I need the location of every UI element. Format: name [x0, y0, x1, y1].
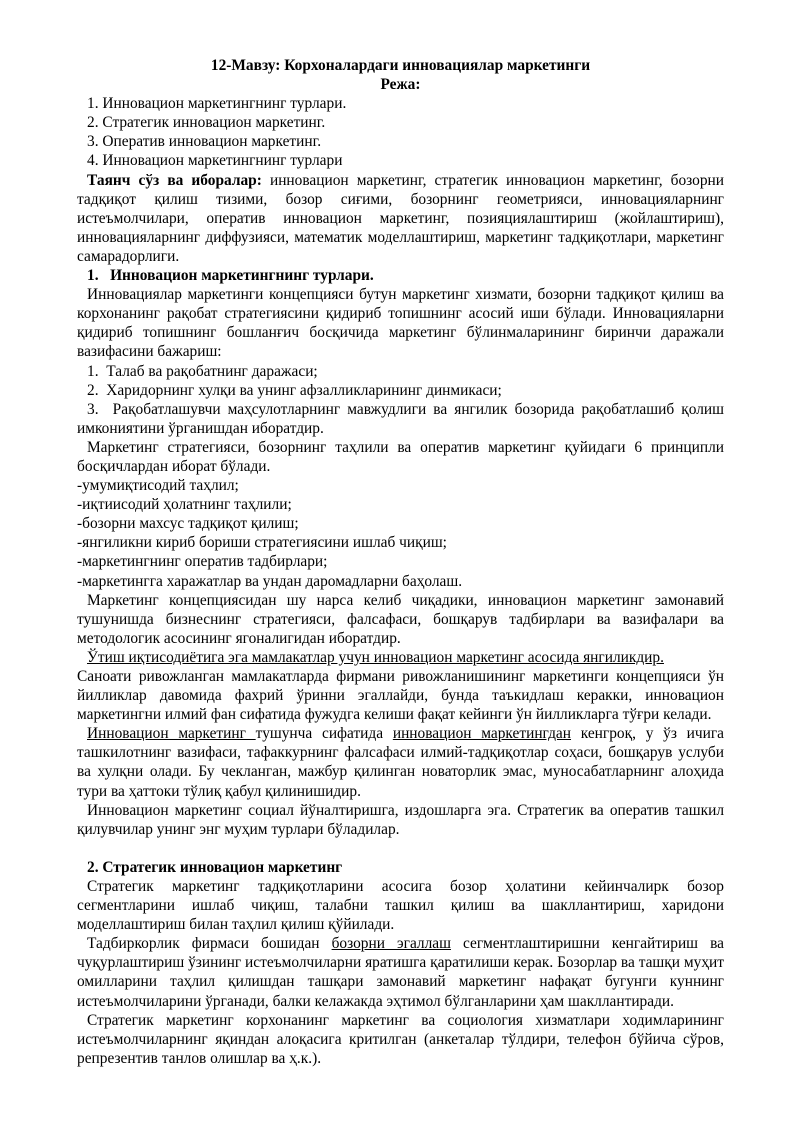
list-item: -маркетингнинг оператив тадбирлари;: [77, 553, 328, 571]
plan-list: [77, 94, 724, 170]
text-run: тушунча сифатида: [255, 725, 393, 743]
keywords-text: инновацион маркетинг, стратегик инновацион маркетинг, бозорни тадқиқот қилиш тизими, бозор сиғими, бозорнинг геометрияси, инновацияларнинг истеъмолчилари, оператив инновацион маркетинг, позияциялаштириш (жойлаштириш), инновацияларнинг диффузияси, математик моделлаштириш, маркетинг тадқиқотлари, маркетинг самарадорлиги.: [77, 171, 724, 265]
underlined-text: инновацион маркетингдан: [392, 725, 572, 743]
paragraph: Саноати ривожланган мамлакатларда фирмани ривожланишининг маркетинги концепцияси ўн йилликлар давомида фахрий ўринни эгаллайди, бунда таъкидлаш керакки, инновацион маркетингни илмий фан сифатида фужудга келиши фақат кейинги ўн йилликларга тўғри келади.: [77, 668, 724, 724]
plan-item: 1. Инновацион маркетингнинг турлари.: [87, 95, 347, 113]
list-item: -янгиликни кириб бориши стратегиясини ишлаб чиқиш;: [77, 534, 447, 552]
list-item: 3. Рақобатлашувчи маҳсулотларнинг мавжудлиги ва янгилик бозорида рақобатлашиб қолиш имкониятини ўрганишдан иборатдир.: [77, 400, 724, 437]
paragraph: Стратегик маркетинг корхонанинг маркетинг ва социология хизматлари ходимларининг истеъмолчиларнинг яқиндан алоқасига критилган (анкеталар тўлдири, телефон бўйича сўров, репрезентив танлов олишлар ва ҳ.к.).: [77, 1011, 724, 1067]
plan-heading: Режа:: [380, 76, 421, 94]
list-item: 1. Талаб ва рақобатнинг даражаси;: [87, 362, 318, 380]
paragraph: [77, 648, 724, 667]
list-item: 2. Харидорнинг хулқи ва унинг афзалликларининг динмикаси;: [87, 381, 502, 399]
section1-heading: 1. Инновацион маркетингнинг турлари.: [87, 267, 374, 285]
document-title: 12-Мавзу: Корхоналардаги инновациялар маркетинги: [210, 57, 591, 74]
text-run: сегментлаштиришни кенгайтириш ва чуқурлаштириш ўзининг истеъмолчиларни яратишга қаратилиши керак. Бозорлар ва ташқи муҳит омилларини таҳлил қилишдан ташқари замонавий маркетинг нафақат бугунги куннинг истеъмолчиларини ўрганади, балки келажакда эҳтимол бўлганларини ҳам шакллантиради.: [77, 935, 724, 1010]
spacer: [77, 839, 724, 858]
list-item: -маркетингга харажатлар ва ундан даромадларни баҳолаш.: [77, 572, 463, 590]
stages-list: [77, 476, 724, 591]
keywords-label: Таянч сўз ва иборалар:: [87, 171, 262, 189]
paragraph: Инновацион маркетинг социал йўналтиришга, издошларга эга. Стратегик ва оператив ташкил қилувчилар унинг энг муҳим турлари бўладилар.: [77, 801, 724, 838]
underlined-text: Инновацион маркетинг: [87, 725, 256, 743]
list-item: -бозорни махсус тадқиқот қилиш;: [77, 515, 299, 533]
underlined-text: Ўтиш иқтисодиётига эга мамлакатлар учун инновацион маркетинг асосида янгиликдир.: [87, 648, 664, 666]
text-run: Тадбиркорлик фирмаси бошидан: [87, 935, 332, 953]
list-item: -умумиқтисодий таҳлил;: [77, 477, 239, 495]
plan-item: 4. Инновацион маркетингнинг турлари: [87, 152, 343, 170]
paragraph: [77, 724, 724, 800]
plan-item: 2. Стратегик инновацион маркетинг.: [87, 114, 326, 132]
plan-item: 3. Оператив инновацион маркетинг.: [87, 133, 322, 151]
text-run: кенгроқ, у ўз ичига ташкилотнинг вазифаси, тафаккурнинг фалсафаси илмий-тадқиқотлар соҳаси, бошқарув услуби ва хулқни олади. Бу чекланган, мажбур қилинган новаторлик эмас, муносабатларнинг алоҳида тури ва ҳаттоки тўлиқ қабул қилинишидир.: [77, 725, 724, 800]
underlined-text: бозорни эгаллаш: [331, 935, 451, 953]
paragraph: Стратегик маркетинг тадқиқотларини асосига бозор ҳолатини кейинчалирк бозор сегментларини ишлаб чиқиш, талабни ташкил қилиш ва шакллантириш, харидони моделлаштириш билан таҳлил қилиш қўйилади.: [77, 877, 724, 934]
section2-heading: 2. Стратегик инновацион маркетинг: [87, 858, 343, 876]
list-item: -иқтиисодий ҳолатнинг таҳлили;: [77, 496, 292, 514]
paragraph: Маркетинг концепциясидан шу нарса келиб чиқадики, инновацион маркетинг замонавий тушунишда бизнеснинг стратегияси, фалсафаси, бошқарув тадбирлари ва вазифалари ва методологик асосининг ягоналигидан иборатдир.: [77, 591, 724, 647]
paragraph: Инновациялар маркетинги концепцияси бутун маркетинг хизмати, бозорни тадқиқот қилиш ва корхонанинг рақобат стратегиясини қидириб топишнинг асосий иши бўлади. Инновацияларни қидириб топишнинг бошланғич босқичида маркетинг бўлинмаларининг биринчи даражали вазифасини бажариш:: [77, 286, 724, 361]
paragraph: [77, 934, 724, 1010]
keywords-paragraph: [77, 171, 724, 266]
paragraph: Маркетинг стратегияси, бозорнинг таҳлили ва оператив маркетинг қуйидаги 6 принципли босқичлардан иборат бўлади.: [77, 438, 724, 475]
